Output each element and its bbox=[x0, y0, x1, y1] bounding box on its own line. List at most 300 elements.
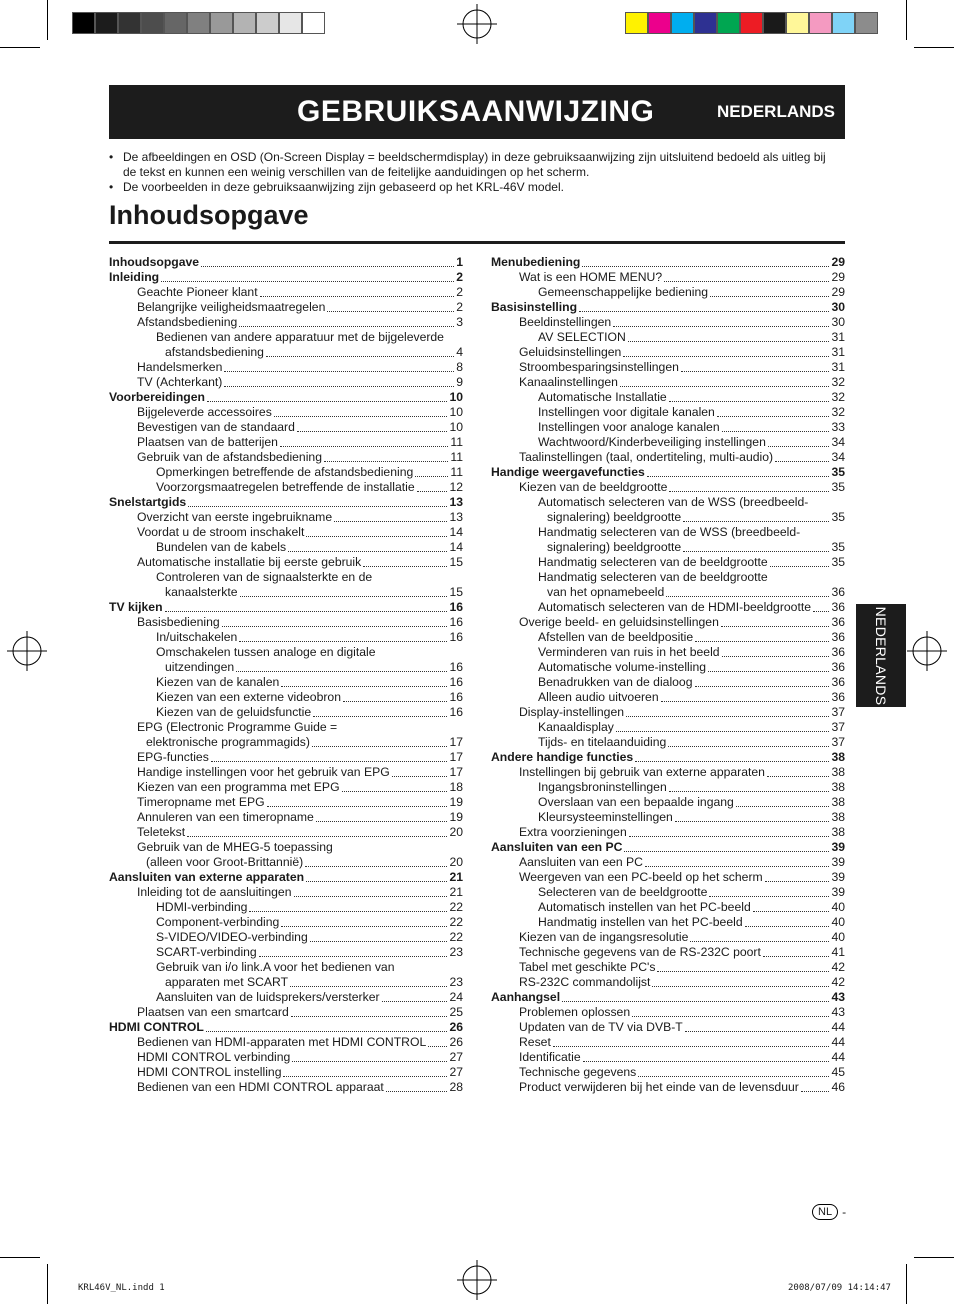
dot-leader bbox=[708, 671, 829, 672]
toc-page-number: 11 bbox=[450, 435, 463, 449]
toc-entry-title: HDMI CONTROL verbinding bbox=[137, 1050, 291, 1064]
color-swatch bbox=[118, 12, 141, 34]
toc-page-number: 21 bbox=[449, 885, 463, 899]
toc-entry-title-cont: signalering) beeldgrootte bbox=[547, 510, 682, 524]
toc-entry bbox=[109, 390, 463, 405]
dot-leader bbox=[801, 1091, 830, 1092]
dot-leader bbox=[721, 626, 830, 627]
dot-leader bbox=[683, 551, 829, 552]
toc-entry-title: TV kijken bbox=[109, 600, 163, 614]
toc-entry-title: Plaatsen van een smartcard bbox=[137, 1005, 289, 1019]
note-text: De afbeeldingen en OSD (On-Screen Display = beeldschermdisplay) in deze gebruiksaanwijzing zijn uitsluitend bedoeld als uitleg bij de tekst en kunnen een weinig verschillen van de feitelijke aanduidingen op het scherm. bbox=[123, 150, 826, 179]
dot-leader bbox=[736, 806, 830, 807]
toc-entry bbox=[109, 630, 463, 645]
toc-entry-title-cont: uitzendingen bbox=[165, 660, 235, 674]
dot-leader bbox=[668, 746, 829, 747]
toc-entry-title-cont: afstandsbediening bbox=[165, 345, 264, 359]
toc-page-number: 25 bbox=[449, 1005, 463, 1019]
toc-page-number: 39 bbox=[831, 885, 845, 899]
toc-entry-title: Extra voorzieningen bbox=[519, 825, 627, 839]
toc-entry bbox=[109, 795, 463, 810]
dot-leader bbox=[629, 836, 830, 837]
dot-leader bbox=[709, 896, 829, 897]
toc-page-number: 16 bbox=[449, 600, 463, 614]
toc-entry-title: Voordat u de stroom inschakelt bbox=[137, 525, 305, 539]
toc-entry bbox=[109, 300, 463, 315]
toc-entry-title: Wachtwoord/Kinderbeveiliging instellingen bbox=[538, 435, 766, 449]
dot-leader bbox=[745, 926, 830, 927]
toc-entry-title: EPG-functies bbox=[137, 750, 209, 764]
dot-leader bbox=[297, 431, 448, 432]
toc-page-number: 2 bbox=[456, 270, 463, 284]
dot-leader bbox=[283, 1076, 447, 1077]
toc-page-number: 14 bbox=[449, 540, 463, 554]
dot-leader bbox=[222, 626, 448, 627]
toc-entry-title: Overige beeld- en geluidsinstellingen bbox=[519, 615, 719, 629]
dot-leader bbox=[775, 461, 829, 462]
toc-entry bbox=[491, 960, 845, 975]
toc-page-number: 13 bbox=[449, 510, 463, 524]
toc-entry-title-cont: elektronische programmagids) bbox=[146, 735, 310, 749]
toc-entry bbox=[109, 570, 463, 600]
dot-leader bbox=[224, 371, 454, 372]
toc-entry-title: Ingangsbroninstellingen bbox=[538, 780, 667, 794]
toc-entry bbox=[109, 615, 463, 630]
toc-entry-title: Timeropname met EPG bbox=[137, 795, 265, 809]
toc-page-number: 35 bbox=[831, 555, 845, 569]
dot-leader bbox=[664, 281, 829, 282]
dot-leader bbox=[312, 746, 448, 747]
toc-entry bbox=[109, 690, 463, 705]
dot-leader bbox=[290, 986, 447, 987]
toc-entry-title: Component-verbinding bbox=[156, 915, 280, 929]
toc-entry-title: Instellingen bij gebruik van externe apparaten bbox=[519, 765, 765, 779]
toc-entry-title-cont: van het opnamebeeld bbox=[547, 585, 665, 599]
toc-entry bbox=[109, 495, 463, 510]
toc-page-number: 27 bbox=[449, 1050, 463, 1064]
toc-entry bbox=[109, 600, 463, 615]
toc-entry-title: Bedienen van een HDMI CONTROL apparaat bbox=[137, 1080, 384, 1094]
toc-entry bbox=[491, 600, 845, 615]
toc-entry bbox=[491, 765, 845, 780]
color-swatch bbox=[210, 12, 233, 34]
toc-entry bbox=[109, 1020, 463, 1035]
toc-entry-title: TV (Achterkant) bbox=[137, 375, 223, 389]
toc-entry bbox=[491, 795, 845, 810]
color-swatch bbox=[141, 12, 164, 34]
toc-entry-title: S-VIDEO/VIDEO-verbinding bbox=[156, 930, 308, 944]
toc-entry bbox=[491, 1065, 845, 1080]
toc-entry-title: Tabel met geschikte PC's bbox=[519, 960, 656, 974]
toc-entry-title: Automatisch instellen van het PC-beeld bbox=[538, 900, 751, 914]
toc-entry-title: Verminderen van ruis in het beeld bbox=[538, 645, 720, 659]
dot-leader bbox=[626, 716, 829, 717]
dot-leader bbox=[767, 776, 829, 777]
notes-list bbox=[109, 150, 839, 195]
dot-leader bbox=[669, 491, 829, 492]
toc-page-number: 36 bbox=[831, 690, 845, 704]
toc-page-number: 37 bbox=[831, 735, 845, 749]
toc-entry bbox=[491, 900, 845, 915]
toc-entry-title: Instellingen voor analoge kanalen bbox=[538, 420, 720, 434]
side-tab-label: NEDERLANDS bbox=[873, 606, 889, 705]
toc-page-number: 10 bbox=[449, 405, 463, 419]
toc-entry bbox=[491, 570, 845, 600]
toc-entry-title: Snelstartgids bbox=[109, 495, 187, 509]
toc-entry-title: Kleursysteeminstellingen bbox=[538, 810, 673, 824]
dot-leader bbox=[342, 791, 448, 792]
toc-page-number: 40 bbox=[831, 930, 845, 944]
dot-leader bbox=[813, 611, 829, 612]
toc-entry-continuation bbox=[137, 855, 463, 870]
toc-entry-title: Aanhangsel bbox=[491, 990, 561, 1004]
dot-leader bbox=[765, 881, 830, 882]
toc-entry-title: Weergeven van een PC-beeld op het scherm bbox=[519, 870, 763, 884]
dot-leader bbox=[249, 911, 447, 912]
toc-page-number: 12 bbox=[449, 480, 463, 494]
dot-leader bbox=[211, 761, 448, 762]
toc-entry bbox=[491, 630, 845, 645]
dot-leader bbox=[710, 296, 829, 297]
toc-page-number: 33 bbox=[831, 420, 845, 434]
toc-entry-title: Aansluiten van een PC bbox=[491, 840, 623, 854]
toc-page-number: 2 bbox=[456, 300, 463, 314]
dot-leader bbox=[579, 311, 829, 312]
toc-entry bbox=[491, 735, 845, 750]
toc-page-number: 36 bbox=[831, 645, 845, 659]
dot-leader bbox=[722, 431, 830, 432]
toc-page-number: 38 bbox=[831, 810, 845, 824]
dot-leader bbox=[363, 566, 447, 567]
dot-leader bbox=[316, 821, 448, 822]
dot-leader bbox=[188, 506, 447, 507]
toc-entry bbox=[491, 990, 845, 1005]
toc-entry-title-cont: (alleen voor Groot-Brittannië) bbox=[146, 855, 304, 869]
toc-entry bbox=[109, 480, 463, 495]
color-swatch bbox=[625, 12, 648, 34]
toc-page-number: 39 bbox=[831, 855, 845, 869]
toc-page-number: 28 bbox=[449, 1080, 463, 1094]
language-code-badge: NL bbox=[812, 1204, 838, 1220]
toc-entry bbox=[109, 840, 463, 870]
toc-entry-title: Bedienen van HDMI-apparaten met HDMI CONTROL bbox=[137, 1035, 427, 1049]
toc-entry bbox=[109, 315, 463, 330]
toc-entry-title: Kiezen van de geluidsfunctie bbox=[156, 705, 312, 719]
toc-entry-title: Gebruik van i/o link.A voor het bedienen van bbox=[156, 960, 395, 974]
dot-leader bbox=[201, 266, 454, 267]
toc-entry bbox=[491, 780, 845, 795]
registration-mark-left bbox=[7, 631, 47, 671]
toc-entry bbox=[491, 375, 845, 390]
dot-leader bbox=[224, 386, 454, 387]
toc-entry bbox=[109, 420, 463, 435]
toc-page-number: 44 bbox=[831, 1050, 845, 1064]
color-swatch bbox=[256, 12, 279, 34]
toc-page-number: 38 bbox=[831, 825, 845, 839]
toc-entry bbox=[109, 285, 463, 300]
toc-entry bbox=[109, 525, 463, 540]
dot-leader bbox=[675, 821, 830, 822]
dot-leader bbox=[753, 911, 830, 912]
toc-entry bbox=[109, 900, 463, 915]
toc-entry-title: Stroombesparingsinstellingen bbox=[519, 360, 679, 374]
grayscale-calibration-bar bbox=[72, 12, 325, 34]
dot-leader bbox=[415, 476, 448, 477]
dot-leader bbox=[553, 1046, 830, 1047]
toc-page-number: 13 bbox=[449, 495, 463, 509]
dot-leader bbox=[291, 1016, 448, 1017]
dot-leader bbox=[280, 446, 448, 447]
toc-entry-title: Instellingen voor digitale kanalen bbox=[538, 405, 715, 419]
toc-entry-title: Belangrijke veiligheidsmaatregelen bbox=[137, 300, 326, 314]
toc-page-number: 36 bbox=[831, 600, 845, 614]
toc-entry-continuation bbox=[538, 540, 845, 555]
toc-page-number: 15 bbox=[449, 555, 463, 569]
toc-entry-title: Annuleren van een timeropname bbox=[137, 810, 314, 824]
color-swatch bbox=[832, 12, 855, 34]
dot-leader bbox=[281, 686, 447, 687]
toc-entry-title: Controleren van de signaalsterkte en de bbox=[156, 570, 373, 584]
dot-leader bbox=[583, 1061, 830, 1062]
toc-entry bbox=[491, 1080, 845, 1095]
toc-entry bbox=[491, 285, 845, 300]
toc-entry-title: Bedienen van andere apparatuur met de bijgeleverde bbox=[156, 330, 444, 344]
dot-leader bbox=[770, 566, 830, 567]
toc-entry-title: HDMI CONTROL instelling bbox=[137, 1065, 282, 1079]
toc-entry-title: Benadrukken van de dialoog bbox=[538, 675, 693, 689]
dot-leader bbox=[628, 341, 830, 342]
dot-leader bbox=[763, 956, 830, 957]
dot-leader bbox=[428, 1046, 447, 1047]
toc-column-left bbox=[109, 255, 463, 1095]
dot-leader bbox=[161, 281, 454, 282]
toc-entry-title: HDMI CONTROL bbox=[109, 1020, 204, 1034]
dot-leader bbox=[292, 1061, 447, 1062]
toc-entry bbox=[109, 540, 463, 555]
dot-leader bbox=[239, 326, 454, 327]
toc-page-number: 36 bbox=[831, 675, 845, 689]
toc-entry-title: Automatische Installatie bbox=[538, 390, 667, 404]
toc-page-number: 43 bbox=[831, 1005, 845, 1019]
toc-page-number: 21 bbox=[449, 870, 463, 884]
toc-page-number: 26 bbox=[449, 1020, 463, 1034]
toc-entry-title: Basisbediening bbox=[137, 615, 220, 629]
toc-entry-title: Handmatig selecteren van de WSS (breedbeeld- bbox=[538, 525, 801, 539]
toc-entry bbox=[109, 810, 463, 825]
page-title: GEBRUIKSAANWIJZING bbox=[297, 95, 655, 128]
toc-entry bbox=[491, 915, 845, 930]
toc-entry bbox=[491, 360, 845, 375]
toc-entry-title: SCART-verbinding bbox=[156, 945, 257, 959]
toc-entry-title: Automatische volume-instelling bbox=[538, 660, 706, 674]
toc-page-number: 36 bbox=[831, 660, 845, 674]
toc-page-number: 10 bbox=[449, 390, 463, 404]
toc-page-number: 22 bbox=[449, 900, 463, 914]
dot-leader bbox=[305, 866, 447, 867]
dot-leader bbox=[695, 641, 829, 642]
toc-page-number: 16 bbox=[449, 705, 463, 719]
toc-entry bbox=[491, 825, 845, 840]
toc-entry bbox=[491, 465, 845, 480]
toc-page-number: 17 bbox=[449, 735, 463, 749]
toc-page-number: 38 bbox=[831, 765, 845, 779]
toc-entry bbox=[109, 885, 463, 900]
toc-page-number: 45 bbox=[831, 1065, 845, 1079]
toc-page-number: 27 bbox=[449, 1065, 463, 1079]
dot-leader bbox=[207, 401, 448, 402]
note-item bbox=[109, 150, 839, 180]
registration-mark-bottom bbox=[457, 1260, 497, 1300]
toc-page-number: 16 bbox=[449, 615, 463, 629]
toc-entry-title: EPG (Electronic Programme Guide = bbox=[137, 720, 338, 734]
toc-page-number: 26 bbox=[449, 1035, 463, 1049]
toc-entry-title: Automatisch selecteren van de WSS (breedbeeld- bbox=[538, 495, 809, 509]
toc-entry bbox=[491, 975, 845, 990]
bullet-icon: • bbox=[109, 150, 114, 164]
toc-page-number: 32 bbox=[831, 405, 845, 419]
dot-leader bbox=[288, 551, 447, 552]
toc-entry bbox=[491, 615, 845, 630]
color-calibration-bar bbox=[625, 12, 878, 34]
toc-entry-title: Geluidsinstellingen bbox=[519, 345, 622, 359]
toc-page-number: 17 bbox=[449, 750, 463, 764]
toc-entry-title: Handmatig instellen van het PC-beeld bbox=[538, 915, 743, 929]
toc-entry bbox=[491, 450, 845, 465]
toc-page-number: 43 bbox=[831, 990, 845, 1004]
toc-page-number: 31 bbox=[831, 345, 845, 359]
toc-entry bbox=[491, 840, 845, 855]
toc-entry bbox=[109, 765, 463, 780]
toc-entry bbox=[109, 465, 463, 480]
toc-entry bbox=[491, 930, 845, 945]
toc-entry bbox=[109, 990, 463, 1005]
toc-entry-title: Wat is een HOME MENU? bbox=[519, 270, 663, 284]
toc-entry-title: AV SELECTION bbox=[538, 330, 626, 344]
toc-entry-title: Alleen audio uitvoeren bbox=[538, 690, 659, 704]
toc-entry bbox=[491, 405, 845, 420]
dot-leader bbox=[681, 371, 830, 372]
toc-entry bbox=[491, 1050, 845, 1065]
toc-entry bbox=[109, 945, 463, 960]
toc-entry bbox=[491, 1035, 845, 1050]
toc-entry-title: Handelsmerken bbox=[137, 360, 223, 374]
toc-divider bbox=[109, 241, 845, 244]
toc-entry-title: Inleiding bbox=[109, 270, 160, 284]
toc-page-number: 37 bbox=[831, 705, 845, 719]
page-marker-dash: - bbox=[842, 1205, 847, 1219]
toc-entry-title: Kiezen van een externe videobron bbox=[156, 690, 341, 704]
toc-page-number: 37 bbox=[831, 720, 845, 734]
color-swatch bbox=[233, 12, 256, 34]
toc-entry-title: Updaten van de TV via DVB-T bbox=[519, 1020, 683, 1034]
toc-entry-title: RS-232C commandolijst bbox=[519, 975, 651, 989]
dot-leader bbox=[632, 1016, 829, 1017]
toc-entry bbox=[491, 525, 845, 555]
toc-entry bbox=[491, 480, 845, 495]
dot-leader bbox=[616, 731, 830, 732]
color-swatch bbox=[694, 12, 717, 34]
toc-entry-title: Handige instellingen voor het gebruik van EPG bbox=[137, 765, 390, 779]
dot-leader bbox=[260, 296, 455, 297]
dot-leader bbox=[310, 941, 448, 942]
dot-leader bbox=[717, 416, 830, 417]
toc-page-number: 35 bbox=[831, 480, 845, 494]
toc-entry-title: Menubediening bbox=[491, 255, 581, 269]
toc-page-number: 38 bbox=[831, 750, 845, 764]
toc-entry bbox=[491, 420, 845, 435]
toc-entry bbox=[491, 675, 845, 690]
toc-entry-title: Technische gegevens van de RS-232C poort bbox=[519, 945, 761, 959]
toc-entry-title: Handmatig selecteren van de beeldgrootte bbox=[538, 555, 768, 569]
toc-entry-title: Reset bbox=[519, 1035, 551, 1049]
toc-entry-title: Bundelen van de kabels bbox=[156, 540, 287, 554]
toc-page-number: 46 bbox=[831, 1080, 845, 1094]
toc-entry bbox=[491, 1020, 845, 1035]
toc-entry bbox=[109, 1065, 463, 1080]
toc-entry bbox=[491, 720, 845, 735]
toc-page-number: 8 bbox=[456, 360, 463, 374]
toc-page-number: 9 bbox=[456, 375, 463, 389]
toc-page-number: 30 bbox=[831, 315, 845, 329]
toc-entry-title: Handmatig selecteren van de beeldgrootte bbox=[538, 570, 768, 584]
toc-page-number: 19 bbox=[449, 795, 463, 809]
dot-leader bbox=[582, 266, 829, 267]
dot-leader bbox=[187, 836, 447, 837]
toc-entry-title: Voorzorgsmaatregelen betreffende de installatie bbox=[156, 480, 415, 494]
title-banner bbox=[109, 85, 845, 139]
toc-entry-continuation bbox=[156, 345, 463, 360]
toc-page-number: 29 bbox=[831, 255, 845, 269]
toc-page-number: 36 bbox=[831, 630, 845, 644]
toc-entry-title: Beeldinstellingen bbox=[519, 315, 612, 329]
toc-entry bbox=[491, 435, 845, 450]
dot-leader bbox=[343, 701, 447, 702]
toc-page-number: 16 bbox=[449, 660, 463, 674]
toc-page-number: 23 bbox=[449, 945, 463, 959]
toc-entry-title: Product verwijderen bij het einde van de levensduur bbox=[519, 1080, 799, 1094]
dot-leader bbox=[306, 881, 447, 882]
dot-leader bbox=[240, 596, 448, 597]
toc-entry-title: In/uitschakelen bbox=[156, 630, 238, 644]
toc-entry bbox=[109, 780, 463, 795]
color-swatch bbox=[809, 12, 832, 34]
color-swatch bbox=[187, 12, 210, 34]
dot-leader bbox=[165, 611, 448, 612]
toc-entry-title: Display-instellingen bbox=[519, 705, 624, 719]
registration-mark-right bbox=[907, 631, 947, 671]
toc-entry bbox=[109, 375, 463, 390]
note-text: De voorbeelden in deze gebruiksaanwijzing zijn gebaseerd op het KRL-46V model. bbox=[123, 180, 564, 194]
color-swatch bbox=[302, 12, 325, 34]
toc-page-number: 31 bbox=[831, 330, 845, 344]
toc-page-number: 44 bbox=[831, 1035, 845, 1049]
toc-entry-title: Kiezen van de beeldgrootte bbox=[519, 480, 668, 494]
dot-leader bbox=[324, 461, 448, 462]
toc-page-number: 16 bbox=[449, 675, 463, 689]
toc-page-number: 20 bbox=[449, 855, 463, 869]
toc-entry bbox=[491, 495, 845, 525]
toc-entry bbox=[109, 675, 463, 690]
dot-leader bbox=[417, 491, 448, 492]
toc-page-number: 39 bbox=[831, 870, 845, 884]
toc-page-number: 34 bbox=[831, 435, 845, 449]
dot-leader bbox=[666, 596, 829, 597]
toc-page-number: 22 bbox=[449, 930, 463, 944]
toc-page-number: 30 bbox=[831, 300, 845, 314]
color-swatch bbox=[671, 12, 694, 34]
dot-leader bbox=[669, 791, 830, 792]
toc-entry bbox=[109, 450, 463, 465]
